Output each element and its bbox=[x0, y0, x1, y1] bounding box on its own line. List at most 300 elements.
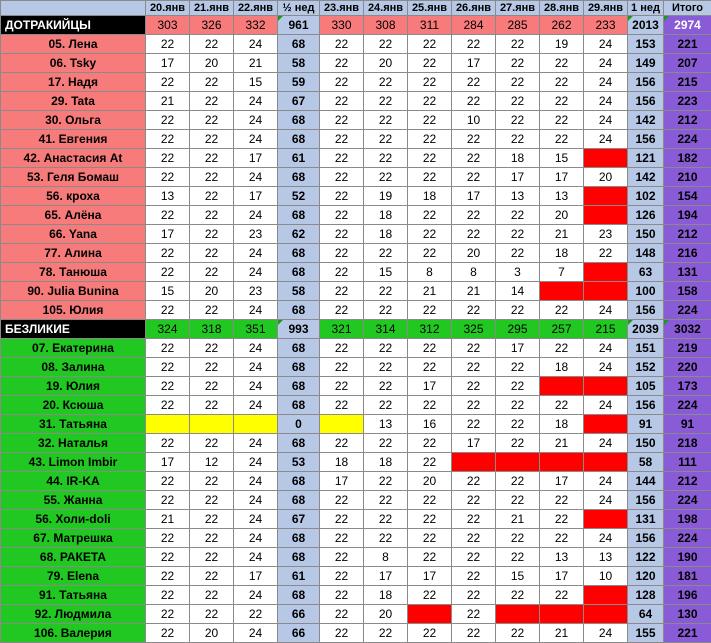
score-cell[interactable]: 22 bbox=[496, 92, 540, 111]
member-name[interactable]: 55. Жанна bbox=[1, 491, 146, 510]
score-cell[interactable]: 22 bbox=[320, 54, 364, 73]
score-cell[interactable]: 23 bbox=[234, 225, 278, 244]
score-cell[interactable]: 24 bbox=[584, 339, 628, 358]
score-cell[interactable]: 22 bbox=[496, 586, 540, 605]
score-cell[interactable]: 105 bbox=[628, 377, 664, 396]
score-cell[interactable]: 22 bbox=[320, 396, 364, 415]
score-cell[interactable]: 22 bbox=[408, 54, 452, 73]
score-cell[interactable]: 22 bbox=[146, 244, 190, 263]
score-cell[interactable]: 17 bbox=[320, 472, 364, 491]
score-cell[interactable]: 24 bbox=[584, 396, 628, 415]
score-cell[interactable]: 18 bbox=[320, 453, 364, 472]
score-cell[interactable]: 17 bbox=[364, 567, 408, 586]
member-name[interactable]: 41. Евгения bbox=[1, 130, 146, 149]
score-cell[interactable]: 22 bbox=[496, 434, 540, 453]
score-cell[interactable]: 22 bbox=[320, 92, 364, 111]
score-cell[interactable]: 207 bbox=[664, 54, 711, 73]
score-cell[interactable]: 152 bbox=[628, 358, 664, 377]
score-cell[interactable]: 22 bbox=[320, 339, 364, 358]
score-cell[interactable]: 24 bbox=[234, 92, 278, 111]
score-cell[interactable] bbox=[584, 282, 628, 301]
score-cell[interactable]: 58 bbox=[278, 54, 320, 73]
score-cell[interactable]: 24 bbox=[584, 130, 628, 149]
column-header[interactable]: ½ нед bbox=[278, 1, 320, 16]
team-sum-cell[interactable]: 312 bbox=[408, 320, 452, 339]
score-cell[interactable]: 68 bbox=[278, 548, 320, 567]
score-cell[interactable]: 220 bbox=[664, 358, 711, 377]
score-cell[interactable]: 224 bbox=[664, 301, 711, 320]
score-cell[interactable]: 155 bbox=[628, 624, 664, 643]
score-cell[interactable]: 22 bbox=[540, 130, 584, 149]
score-cell[interactable]: 22 bbox=[496, 54, 540, 73]
score-cell[interactable]: 24 bbox=[234, 111, 278, 130]
score-cell[interactable]: 22 bbox=[408, 548, 452, 567]
score-cell[interactable]: 24 bbox=[234, 529, 278, 548]
score-cell[interactable]: 22 bbox=[364, 491, 408, 510]
score-cell[interactable]: 22 bbox=[452, 472, 496, 491]
team-sum-cell[interactable]: 308 bbox=[364, 16, 408, 35]
score-cell[interactable]: 19 bbox=[364, 187, 408, 206]
team-sum-cell[interactable]: 303 bbox=[146, 16, 190, 35]
score-cell[interactable]: 15 bbox=[234, 73, 278, 92]
score-cell[interactable]: 24 bbox=[584, 434, 628, 453]
score-cell[interactable]: 22 bbox=[190, 187, 234, 206]
score-cell[interactable]: 22 bbox=[364, 377, 408, 396]
team-sum-cell[interactable]: 2039 bbox=[628, 320, 664, 339]
score-cell[interactable]: 22 bbox=[190, 301, 234, 320]
score-cell[interactable]: 131 bbox=[664, 263, 711, 282]
score-cell[interactable]: 156 bbox=[628, 92, 664, 111]
score-cell[interactable]: 22 bbox=[190, 206, 234, 225]
score-cell[interactable]: 22 bbox=[496, 73, 540, 92]
score-cell[interactable]: 19 bbox=[540, 35, 584, 54]
score-cell[interactable]: 22 bbox=[190, 396, 234, 415]
team-sum-cell[interactable]: 2974 bbox=[664, 16, 711, 35]
score-cell[interactable]: 128 bbox=[628, 586, 664, 605]
score-cell[interactable]: 17 bbox=[496, 339, 540, 358]
score-cell[interactable]: 148 bbox=[628, 244, 664, 263]
score-cell[interactable]: 24 bbox=[234, 35, 278, 54]
score-cell[interactable]: 212 bbox=[664, 225, 711, 244]
score-cell[interactable]: 22 bbox=[452, 396, 496, 415]
score-cell[interactable]: 22 bbox=[496, 624, 540, 643]
score-cell[interactable]: 22 bbox=[496, 396, 540, 415]
score-cell[interactable]: 182 bbox=[664, 149, 711, 168]
score-cell[interactable]: 219 bbox=[664, 339, 711, 358]
team-sum-cell[interactable]: 262 bbox=[540, 16, 584, 35]
score-cell[interactable]: 218 bbox=[664, 434, 711, 453]
team-title[interactable]: ДОТРАКИЙЦЫ bbox=[1, 16, 146, 35]
score-cell[interactable]: 10 bbox=[584, 567, 628, 586]
score-cell[interactable]: 66 bbox=[278, 624, 320, 643]
score-cell[interactable]: 17 bbox=[146, 54, 190, 73]
score-cell[interactable]: 156 bbox=[628, 301, 664, 320]
score-cell[interactable]: 63 bbox=[628, 263, 664, 282]
score-cell[interactable]: 22 bbox=[234, 605, 278, 624]
score-cell[interactable]: 22 bbox=[190, 586, 234, 605]
member-name[interactable]: 20. Ксюша bbox=[1, 396, 146, 415]
member-name[interactable]: 77. Алина bbox=[1, 244, 146, 263]
score-cell[interactable]: 22 bbox=[540, 396, 584, 415]
score-cell[interactable]: 22 bbox=[146, 358, 190, 377]
score-cell[interactable]: 224 bbox=[664, 529, 711, 548]
score-cell[interactable]: 15 bbox=[146, 282, 190, 301]
score-cell[interactable]: 24 bbox=[234, 130, 278, 149]
score-cell[interactable]: 8 bbox=[408, 263, 452, 282]
score-cell[interactable]: 22 bbox=[190, 548, 234, 567]
score-cell[interactable]: 15 bbox=[496, 567, 540, 586]
score-cell[interactable]: 52 bbox=[278, 187, 320, 206]
member-name[interactable]: 91. Татьяна bbox=[1, 586, 146, 605]
score-cell[interactable]: 156 bbox=[628, 529, 664, 548]
score-cell[interactable]: 22 bbox=[146, 624, 190, 643]
score-cell[interactable]: 156 bbox=[628, 396, 664, 415]
score-cell[interactable]: 68 bbox=[278, 472, 320, 491]
team-sum-cell[interactable]: 326 bbox=[190, 16, 234, 35]
score-cell[interactable]: 20 bbox=[408, 472, 452, 491]
score-cell[interactable]: 22 bbox=[496, 225, 540, 244]
score-cell[interactable]: 13 bbox=[540, 548, 584, 567]
score-cell[interactable]: 22 bbox=[408, 434, 452, 453]
score-cell[interactable]: 22 bbox=[452, 491, 496, 510]
score-cell[interactable]: 18 bbox=[364, 225, 408, 244]
score-cell[interactable]: 22 bbox=[364, 35, 408, 54]
score-cell[interactable]: 22 bbox=[320, 624, 364, 643]
score-cell[interactable]: 126 bbox=[628, 206, 664, 225]
score-cell[interactable]: 22 bbox=[452, 529, 496, 548]
member-name[interactable]: 19. Юлия bbox=[1, 377, 146, 396]
score-cell[interactable]: 22 bbox=[452, 225, 496, 244]
score-cell[interactable]: 22 bbox=[364, 358, 408, 377]
score-cell[interactable]: 23 bbox=[234, 282, 278, 301]
score-cell[interactable]: 22 bbox=[146, 605, 190, 624]
score-cell[interactable]: 21 bbox=[540, 624, 584, 643]
score-cell[interactable]: 22 bbox=[320, 187, 364, 206]
score-cell[interactable] bbox=[496, 453, 540, 472]
score-cell[interactable] bbox=[496, 605, 540, 624]
score-cell[interactable]: 18 bbox=[364, 453, 408, 472]
member-name[interactable]: 79. Elena bbox=[1, 567, 146, 586]
score-cell[interactable]: 22 bbox=[540, 529, 584, 548]
score-cell[interactable]: 22 bbox=[408, 244, 452, 263]
score-cell[interactable]: 24 bbox=[584, 301, 628, 320]
member-name[interactable]: 30. Ольга bbox=[1, 111, 146, 130]
score-cell[interactable]: 20 bbox=[364, 54, 408, 73]
score-cell[interactable]: 156 bbox=[628, 491, 664, 510]
score-cell[interactable]: 22 bbox=[320, 586, 364, 605]
score-cell[interactable] bbox=[408, 605, 452, 624]
score-cell[interactable]: 17 bbox=[452, 187, 496, 206]
score-cell[interactable]: 22 bbox=[452, 168, 496, 187]
score-cell[interactable]: 22 bbox=[320, 301, 364, 320]
score-cell[interactable]: 151 bbox=[628, 339, 664, 358]
score-cell[interactable]: 8 bbox=[452, 263, 496, 282]
score-cell[interactable]: 23 bbox=[584, 225, 628, 244]
member-name[interactable]: 90. Julia Bunina bbox=[1, 282, 146, 301]
score-cell[interactable]: 12 bbox=[190, 453, 234, 472]
score-cell[interactable]: 24 bbox=[234, 491, 278, 510]
score-cell[interactable]: 22 bbox=[146, 567, 190, 586]
score-cell[interactable]: 22 bbox=[496, 377, 540, 396]
score-cell[interactable]: 24 bbox=[584, 111, 628, 130]
team-sum-cell[interactable]: 993 bbox=[278, 320, 320, 339]
score-cell[interactable]: 17 bbox=[540, 168, 584, 187]
score-cell[interactable] bbox=[540, 377, 584, 396]
score-cell[interactable]: 22 bbox=[496, 548, 540, 567]
column-header[interactable]: 20.янв bbox=[146, 1, 190, 16]
score-cell[interactable]: 22 bbox=[146, 35, 190, 54]
score-cell[interactable]: 24 bbox=[234, 377, 278, 396]
score-cell[interactable]: 24 bbox=[234, 206, 278, 225]
column-header[interactable]: 22.янв bbox=[234, 1, 278, 16]
score-cell[interactable]: 22 bbox=[364, 73, 408, 92]
member-name[interactable]: 06. Tsky bbox=[1, 54, 146, 73]
score-cell[interactable]: 142 bbox=[628, 168, 664, 187]
score-cell[interactable]: 22 bbox=[146, 339, 190, 358]
score-cell[interactable]: 22 bbox=[452, 92, 496, 111]
score-cell[interactable]: 21 bbox=[540, 434, 584, 453]
team-sum-cell[interactable]: 314 bbox=[364, 320, 408, 339]
score-cell[interactable]: 22 bbox=[190, 567, 234, 586]
score-cell[interactable]: 22 bbox=[146, 111, 190, 130]
score-cell[interactable]: 22 bbox=[408, 491, 452, 510]
team-sum-cell[interactable]: 961 bbox=[278, 16, 320, 35]
score-cell[interactable] bbox=[320, 415, 364, 434]
score-cell[interactable]: 22 bbox=[408, 35, 452, 54]
column-header[interactable]: Итого bbox=[664, 1, 711, 16]
score-cell[interactable]: 24 bbox=[584, 624, 628, 643]
score-cell[interactable]: 22 bbox=[452, 510, 496, 529]
score-cell[interactable]: 7 bbox=[540, 263, 584, 282]
score-cell[interactable]: 22 bbox=[320, 149, 364, 168]
score-cell[interactable]: 22 bbox=[364, 396, 408, 415]
score-cell[interactable]: 22 bbox=[496, 35, 540, 54]
score-cell[interactable]: 24 bbox=[584, 54, 628, 73]
score-cell[interactable]: 68 bbox=[278, 377, 320, 396]
team-title[interactable]: БЕЗЛИКИЕ bbox=[1, 320, 146, 339]
score-cell[interactable]: 13 bbox=[496, 187, 540, 206]
score-cell[interactable] bbox=[146, 415, 190, 434]
team-sum-cell[interactable]: 324 bbox=[146, 320, 190, 339]
score-cell[interactable]: 67 bbox=[278, 92, 320, 111]
score-cell[interactable]: 18 bbox=[496, 149, 540, 168]
score-cell[interactable]: 22 bbox=[320, 244, 364, 263]
team-sum-cell[interactable]: 330 bbox=[320, 16, 364, 35]
score-cell[interactable]: 22 bbox=[364, 339, 408, 358]
score-cell[interactable]: 91 bbox=[628, 415, 664, 434]
member-name[interactable]: 56. Холи-doli bbox=[1, 510, 146, 529]
team-sum-cell[interactable]: 257 bbox=[540, 320, 584, 339]
team-sum-cell[interactable]: 215 bbox=[584, 320, 628, 339]
score-cell[interactable]: 22 bbox=[584, 244, 628, 263]
team-sum-cell[interactable]: 3032 bbox=[664, 320, 711, 339]
score-cell[interactable]: 22 bbox=[320, 605, 364, 624]
score-cell[interactable]: 68 bbox=[278, 301, 320, 320]
score-cell[interactable]: 22 bbox=[320, 434, 364, 453]
score-cell[interactable]: 68 bbox=[278, 130, 320, 149]
score-cell[interactable]: 22 bbox=[540, 491, 584, 510]
score-cell[interactable]: 22 bbox=[190, 35, 234, 54]
score-cell[interactable]: 24 bbox=[584, 472, 628, 491]
score-cell[interactable]: 22 bbox=[146, 263, 190, 282]
score-cell[interactable]: 21 bbox=[408, 282, 452, 301]
score-cell[interactable]: 22 bbox=[146, 472, 190, 491]
score-cell[interactable]: 181 bbox=[664, 567, 711, 586]
score-cell[interactable]: 68 bbox=[278, 111, 320, 130]
score-cell[interactable]: 21 bbox=[146, 510, 190, 529]
member-name[interactable]: 08. Залина bbox=[1, 358, 146, 377]
score-cell[interactable] bbox=[584, 187, 628, 206]
score-cell[interactable]: 196 bbox=[664, 586, 711, 605]
score-cell[interactable]: 22 bbox=[190, 149, 234, 168]
score-cell[interactable]: 22 bbox=[146, 149, 190, 168]
member-name[interactable]: 67. Матрешка bbox=[1, 529, 146, 548]
score-cell[interactable]: 224 bbox=[664, 491, 711, 510]
score-cell[interactable]: 223 bbox=[664, 92, 711, 111]
score-cell[interactable]: 68 bbox=[278, 396, 320, 415]
score-cell[interactable] bbox=[584, 377, 628, 396]
score-cell[interactable]: 22 bbox=[408, 453, 452, 472]
score-cell[interactable]: 22 bbox=[408, 225, 452, 244]
score-cell[interactable]: 22 bbox=[320, 510, 364, 529]
score-cell[interactable]: 22 bbox=[320, 282, 364, 301]
member-name[interactable]: 42. Анастасия At bbox=[1, 149, 146, 168]
score-cell[interactable]: 22 bbox=[540, 301, 584, 320]
score-cell[interactable]: 24 bbox=[584, 358, 628, 377]
score-cell[interactable]: 22 bbox=[408, 586, 452, 605]
score-cell[interactable]: 198 bbox=[664, 510, 711, 529]
score-cell[interactable]: 22 bbox=[364, 149, 408, 168]
score-cell[interactable]: 154 bbox=[664, 187, 711, 206]
score-cell[interactable]: 22 bbox=[320, 263, 364, 282]
score-cell[interactable] bbox=[190, 415, 234, 434]
column-header[interactable]: 21.янв bbox=[190, 1, 234, 16]
score-cell[interactable]: 16 bbox=[408, 415, 452, 434]
score-cell[interactable]: 22 bbox=[320, 529, 364, 548]
score-cell[interactable]: 142 bbox=[628, 111, 664, 130]
score-cell[interactable]: 22 bbox=[190, 377, 234, 396]
score-cell[interactable]: 17 bbox=[234, 149, 278, 168]
score-cell[interactable]: 22 bbox=[190, 244, 234, 263]
score-cell[interactable]: 24 bbox=[234, 472, 278, 491]
score-cell[interactable]: 22 bbox=[408, 206, 452, 225]
column-header[interactable]: 28.янв bbox=[540, 1, 584, 16]
score-cell[interactable]: 68 bbox=[278, 263, 320, 282]
column-header[interactable]: 27.янв bbox=[496, 1, 540, 16]
score-cell[interactable]: 22 bbox=[408, 339, 452, 358]
score-cell[interactable]: 22 bbox=[320, 225, 364, 244]
score-cell[interactable]: 22 bbox=[496, 301, 540, 320]
score-cell[interactable]: 22 bbox=[496, 244, 540, 263]
score-cell[interactable] bbox=[452, 453, 496, 472]
score-cell[interactable]: 22 bbox=[408, 73, 452, 92]
team-sum-cell[interactable]: 2013 bbox=[628, 16, 664, 35]
score-cell[interactable]: 59 bbox=[278, 73, 320, 92]
score-cell[interactable]: 22 bbox=[146, 206, 190, 225]
score-cell[interactable]: 22 bbox=[146, 73, 190, 92]
score-cell[interactable]: 24 bbox=[584, 529, 628, 548]
score-cell[interactable]: 61 bbox=[278, 567, 320, 586]
score-cell[interactable]: 212 bbox=[664, 111, 711, 130]
member-name[interactable]: 78. Танюша bbox=[1, 263, 146, 282]
member-name[interactable]: 31. Татьяна bbox=[1, 415, 146, 434]
score-cell[interactable]: 120 bbox=[628, 567, 664, 586]
member-name[interactable]: 92. Людмила bbox=[1, 605, 146, 624]
team-sum-cell[interactable]: 321 bbox=[320, 320, 364, 339]
column-header[interactable]: 25.янв bbox=[408, 1, 452, 16]
score-cell[interactable]: 22 bbox=[496, 415, 540, 434]
score-cell[interactable]: 68 bbox=[278, 35, 320, 54]
score-cell[interactable]: 24 bbox=[234, 624, 278, 643]
score-cell[interactable]: 22 bbox=[364, 434, 408, 453]
score-cell[interactable] bbox=[540, 282, 584, 301]
score-cell[interactable]: 22 bbox=[452, 73, 496, 92]
score-cell[interactable]: 22 bbox=[190, 225, 234, 244]
score-cell[interactable]: 22 bbox=[364, 472, 408, 491]
score-cell[interactable]: 22 bbox=[190, 73, 234, 92]
score-cell[interactable]: 21 bbox=[540, 225, 584, 244]
score-cell[interactable]: 22 bbox=[408, 130, 452, 149]
member-name[interactable]: 07. Екатерина bbox=[1, 339, 146, 358]
member-name[interactable]: 53. Геля Бомаш bbox=[1, 168, 146, 187]
score-cell[interactable]: 22 bbox=[190, 491, 234, 510]
score-cell[interactable]: 17 bbox=[452, 54, 496, 73]
score-cell[interactable]: 22 bbox=[364, 301, 408, 320]
score-cell[interactable]: 17 bbox=[408, 567, 452, 586]
score-cell[interactable]: 13 bbox=[584, 548, 628, 567]
member-name[interactable]: 05. Лена bbox=[1, 35, 146, 54]
score-cell[interactable]: 22 bbox=[496, 491, 540, 510]
score-cell[interactable]: 22 bbox=[190, 130, 234, 149]
score-cell[interactable]: 24 bbox=[234, 510, 278, 529]
score-cell[interactable]: 17 bbox=[540, 567, 584, 586]
score-cell[interactable]: 24 bbox=[584, 491, 628, 510]
score-cell[interactable]: 20 bbox=[452, 244, 496, 263]
score-cell[interactable]: 18 bbox=[408, 187, 452, 206]
member-name[interactable]: 66. Yana bbox=[1, 225, 146, 244]
score-cell[interactable]: 64 bbox=[628, 605, 664, 624]
score-cell[interactable]: 13 bbox=[146, 187, 190, 206]
score-cell[interactable]: 149 bbox=[628, 54, 664, 73]
score-cell[interactable]: 22 bbox=[364, 529, 408, 548]
score-cell[interactable]: 22 bbox=[320, 206, 364, 225]
score-cell[interactable]: 24 bbox=[234, 339, 278, 358]
score-cell[interactable]: 22 bbox=[408, 358, 452, 377]
score-cell[interactable]: 22 bbox=[496, 206, 540, 225]
score-cell[interactable]: 22 bbox=[364, 92, 408, 111]
score-cell[interactable]: 20 bbox=[190, 54, 234, 73]
score-cell[interactable]: 22 bbox=[190, 339, 234, 358]
score-cell[interactable]: 18 bbox=[540, 415, 584, 434]
score-cell[interactable]: 22 bbox=[540, 339, 584, 358]
score-cell[interactable]: 22 bbox=[540, 510, 584, 529]
score-cell[interactable]: 210 bbox=[664, 168, 711, 187]
score-cell[interactable]: 17 bbox=[408, 377, 452, 396]
corner-cell[interactable] bbox=[1, 1, 146, 16]
score-cell[interactable]: 24 bbox=[234, 358, 278, 377]
score-cell[interactable]: 212 bbox=[664, 472, 711, 491]
score-cell[interactable]: 22 bbox=[320, 168, 364, 187]
score-cell[interactable]: 224 bbox=[664, 130, 711, 149]
score-cell[interactable]: 22 bbox=[496, 472, 540, 491]
score-cell[interactable]: 22 bbox=[190, 168, 234, 187]
score-cell[interactable]: 22 bbox=[452, 35, 496, 54]
score-cell[interactable]: 17 bbox=[452, 434, 496, 453]
score-cell[interactable]: 130 bbox=[664, 605, 711, 624]
score-cell[interactable]: 153 bbox=[628, 35, 664, 54]
score-cell[interactable]: 22 bbox=[540, 54, 584, 73]
score-cell[interactable]: 22 bbox=[146, 434, 190, 453]
